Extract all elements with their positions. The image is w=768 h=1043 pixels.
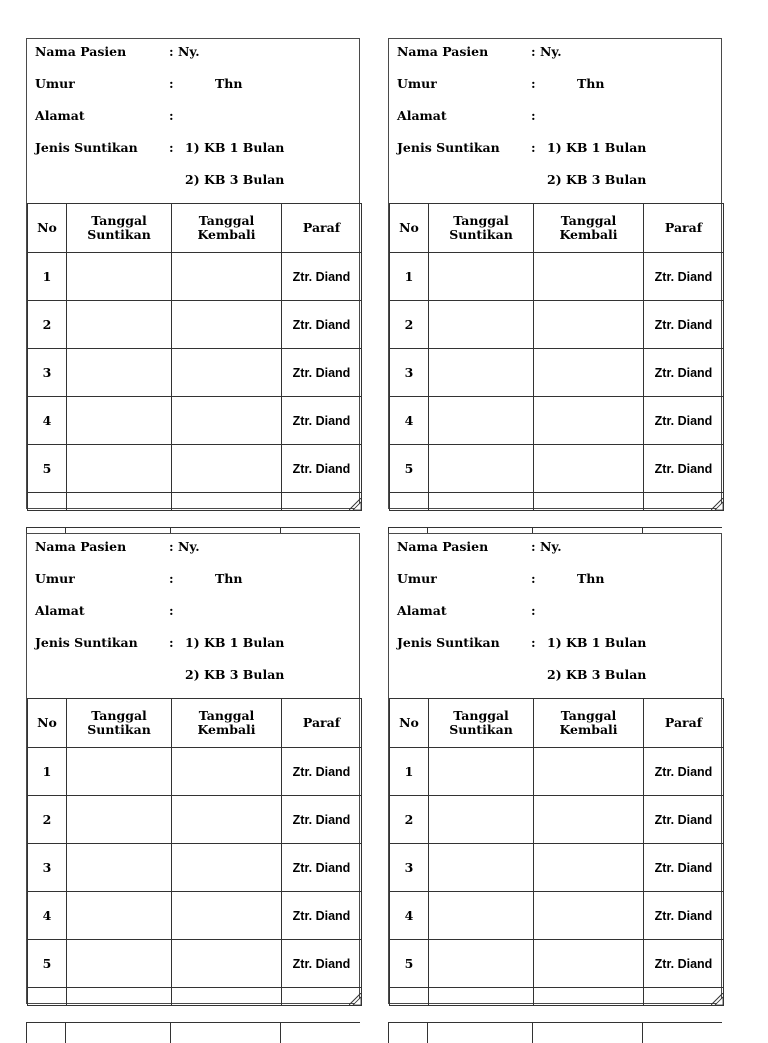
row-paraf: Ztr. Diand [282, 349, 362, 397]
table-row [28, 253, 362, 301]
col-paraf: Paraf [282, 204, 362, 253]
row-no: 4 [28, 397, 67, 445]
nama-label: Nama Pasien [397, 44, 489, 59]
umur-label: Umur [35, 571, 75, 586]
injection-table-wrap [27, 203, 361, 511]
alamat-colon: : [531, 108, 536, 123]
row-tanggal-suntikan[interactable] [429, 301, 534, 349]
col-tanggal-suntikan-line2: Suntikan [87, 227, 151, 242]
alamat-colon: : [531, 603, 536, 618]
jenis-option-2: 2) KB 3 Bulan [547, 667, 647, 682]
table-row-blank [390, 493, 724, 511]
row-tanggal-suntikan[interactable] [67, 445, 172, 493]
col-tanggal-kembali-line1: Tanggal [560, 708, 617, 723]
table-row [390, 301, 724, 349]
row-tanggal-suntikan[interactable] [67, 796, 172, 844]
nama-value: : Ny. [531, 539, 562, 554]
row-paraf: Ztr. Diand [644, 940, 724, 988]
row-paraf: Ztr. Diand [644, 796, 724, 844]
umur-label: Umur [397, 571, 437, 586]
row-tanggal-kembali[interactable] [172, 940, 282, 988]
row-no: 4 [390, 892, 429, 940]
row-no: 3 [390, 844, 429, 892]
jenis-option-1: 1) KB 1 Bulan [185, 140, 285, 155]
umur-unit: Thn [577, 571, 605, 586]
table-row-blank [390, 988, 724, 1006]
alamat-colon: : [169, 108, 174, 123]
row-tanggal-kembali[interactable] [172, 796, 282, 844]
row-tanggal-suntikan[interactable] [67, 253, 172, 301]
alamat-colon: : [169, 603, 174, 618]
row-no: 2 [390, 301, 429, 349]
col-tanggal-suntikan-line1: Tanggal [453, 708, 509, 723]
page-curl-icon [711, 498, 723, 510]
jenis-option-2: 2) KB 3 Bulan [547, 172, 647, 187]
umur-unit: Thn [577, 76, 605, 91]
col-paraf: Paraf [644, 204, 724, 253]
row-tanggal-kembali[interactable] [172, 748, 282, 796]
injection-table [389, 698, 724, 1006]
row-paraf: Ztr. Diand [644, 748, 724, 796]
nama-value: : Ny. [531, 44, 562, 59]
jenis-colon: : [531, 140, 536, 155]
col-no: No [390, 699, 429, 748]
injection-table-wrap [27, 698, 361, 1006]
umur-colon: : [169, 76, 174, 91]
jenis-colon: : [531, 635, 536, 650]
row-no: 4 [28, 892, 67, 940]
table-row [390, 940, 724, 988]
page-curl-icon [349, 498, 361, 510]
row-tanggal-suntikan[interactable] [429, 748, 534, 796]
col-no: No [28, 204, 67, 253]
col-tanggal-suntikan [429, 699, 534, 748]
table-row [28, 892, 362, 940]
jenis-colon: : [169, 635, 174, 650]
row-tanggal-suntikan[interactable] [67, 349, 172, 397]
row-paraf: Ztr. Diand [282, 301, 362, 349]
col-tanggal-suntikan [67, 204, 172, 253]
row-no: 5 [390, 940, 429, 988]
row-tanggal-kembali[interactable] [172, 844, 282, 892]
col-tanggal-kembali-line2: Kembali [559, 227, 618, 242]
row-tanggal-suntikan[interactable] [67, 892, 172, 940]
umur-colon: : [531, 76, 536, 91]
jenis-option-1: 1) KB 1 Bulan [547, 140, 647, 155]
table-header-row [28, 204, 362, 253]
row-paraf: Ztr. Diand [282, 940, 362, 988]
row-paraf: Ztr. Diand [644, 445, 724, 493]
table-row [390, 397, 724, 445]
row-no: 5 [28, 940, 67, 988]
umur-label: Umur [397, 76, 437, 91]
col-tanggal-suntikan-line2: Suntikan [87, 722, 151, 737]
row-tanggal-kembali[interactable] [534, 748, 644, 796]
injection-table-wrap [389, 698, 723, 1006]
nama-label: Nama Pasien [35, 539, 127, 554]
row-tanggal-kembali[interactable] [534, 349, 644, 397]
injection-table-wrap [389, 203, 723, 511]
table-continuation-strip [26, 1022, 360, 1043]
row-paraf: Ztr. Diand [282, 253, 362, 301]
row-tanggal-suntikan[interactable] [67, 397, 172, 445]
row-tanggal-suntikan[interactable] [67, 844, 172, 892]
umur-unit: Thn [215, 571, 243, 586]
injection-table [389, 203, 724, 511]
table-row-blank [28, 988, 362, 1006]
row-tanggal-suntikan[interactable] [67, 301, 172, 349]
row-tanggal-kembali[interactable] [172, 253, 282, 301]
row-no: 1 [390, 253, 429, 301]
nama-value: : Ny. [169, 539, 200, 554]
table-row [390, 445, 724, 493]
row-paraf: Ztr. Diand [644, 301, 724, 349]
nama-label: Nama Pasien [35, 44, 127, 59]
row-no: 5 [390, 445, 429, 493]
row-no: 2 [28, 301, 67, 349]
col-no: No [390, 204, 429, 253]
row-tanggal-kembali[interactable] [534, 844, 644, 892]
table-row [28, 748, 362, 796]
row-no: 4 [390, 397, 429, 445]
row-paraf: Ztr. Diand [282, 445, 362, 493]
row-tanggal-suntikan[interactable] [429, 844, 534, 892]
table-row [390, 796, 724, 844]
table-row-blank [28, 493, 362, 511]
row-paraf: Ztr. Diand [282, 748, 362, 796]
jenis-label: Jenis Suntikan [397, 635, 500, 650]
jenis-option-1: 1) KB 1 Bulan [547, 635, 647, 650]
alamat-label: Alamat [35, 603, 85, 618]
col-tanggal-kembali-line1: Tanggal [198, 708, 255, 723]
kb-injection-card [388, 533, 722, 1004]
row-tanggal-suntikan[interactable] [429, 445, 534, 493]
row-tanggal-kembali[interactable] [172, 892, 282, 940]
row-no: 1 [28, 748, 67, 796]
col-tanggal-suntikan [429, 204, 534, 253]
row-paraf: Ztr. Diand [644, 349, 724, 397]
table-row [390, 892, 724, 940]
table-row [28, 445, 362, 493]
table-header-row [28, 699, 362, 748]
nama-label: Nama Pasien [397, 539, 489, 554]
page-curl-icon [349, 993, 361, 1005]
umur-colon: : [531, 571, 536, 586]
table-row [390, 253, 724, 301]
row-tanggal-kembali[interactable] [534, 253, 644, 301]
alamat-label: Alamat [397, 108, 447, 123]
row-paraf: Ztr. Diand [644, 253, 724, 301]
row-paraf: Ztr. Diand [282, 397, 362, 445]
table-row [28, 844, 362, 892]
row-tanggal-suntikan[interactable] [429, 253, 534, 301]
row-no: 3 [28, 844, 67, 892]
col-tanggal-kembali [534, 699, 644, 748]
row-tanggal-suntikan[interactable] [429, 940, 534, 988]
kb-injection-card [26, 38, 360, 509]
row-tanggal-kembali[interactable] [172, 301, 282, 349]
col-tanggal-suntikan-line2: Suntikan [449, 227, 513, 242]
row-tanggal-suntikan[interactable] [429, 796, 534, 844]
row-no: 2 [28, 796, 67, 844]
row-tanggal-kembali[interactable] [534, 940, 644, 988]
page-curl-icon [711, 993, 723, 1005]
col-no: No [28, 699, 67, 748]
row-no: 5 [28, 445, 67, 493]
jenis-option-2: 2) KB 3 Bulan [185, 667, 285, 682]
col-tanggal-kembali-line1: Tanggal [198, 213, 255, 228]
table-row [390, 844, 724, 892]
kb-injection-card [26, 533, 360, 1004]
alamat-label: Alamat [397, 603, 447, 618]
col-tanggal-suntikan [67, 699, 172, 748]
row-tanggal-suntikan[interactable] [67, 748, 172, 796]
col-tanggal-kembali [172, 204, 282, 253]
row-tanggal-suntikan[interactable] [429, 397, 534, 445]
table-row [390, 349, 724, 397]
jenis-colon: : [169, 140, 174, 155]
row-tanggal-kembali[interactable] [172, 445, 282, 493]
col-tanggal-kembali [172, 699, 282, 748]
table-header-row [390, 699, 724, 748]
row-tanggal-kembali[interactable] [534, 796, 644, 844]
col-tanggal-suntikan-line1: Tanggal [91, 708, 147, 723]
alamat-label: Alamat [35, 108, 85, 123]
row-tanggal-kembali[interactable] [534, 892, 644, 940]
jenis-option-1: 1) KB 1 Bulan [185, 635, 285, 650]
row-paraf: Ztr. Diand [282, 892, 362, 940]
row-tanggal-kembali[interactable] [534, 301, 644, 349]
col-tanggal-kembali-line2: Kembali [197, 722, 256, 737]
row-no: 1 [28, 253, 67, 301]
row-tanggal-suntikan[interactable] [429, 349, 534, 397]
col-tanggal-suntikan-line1: Tanggal [91, 213, 147, 228]
row-tanggal-kembali[interactable] [534, 397, 644, 445]
jenis-label: Jenis Suntikan [35, 635, 138, 650]
col-tanggal-kembali-line2: Kembali [559, 722, 618, 737]
row-paraf: Ztr. Diand [282, 844, 362, 892]
injection-table [27, 203, 362, 511]
row-tanggal-suntikan[interactable] [67, 940, 172, 988]
jenis-label: Jenis Suntikan [35, 140, 138, 155]
row-paraf: Ztr. Diand [644, 892, 724, 940]
umur-unit: Thn [215, 76, 243, 91]
row-paraf: Ztr. Diand [644, 844, 724, 892]
row-no: 1 [390, 748, 429, 796]
kb-injection-card [388, 38, 722, 509]
table-continuation-strip [388, 1022, 722, 1043]
row-no: 3 [28, 349, 67, 397]
table-row [28, 397, 362, 445]
row-no: 2 [390, 796, 429, 844]
col-tanggal-kembali-line2: Kembali [197, 227, 256, 242]
umur-label: Umur [35, 76, 75, 91]
row-no: 3 [390, 349, 429, 397]
col-tanggal-suntikan-line2: Suntikan [449, 722, 513, 737]
jenis-label: Jenis Suntikan [397, 140, 500, 155]
jenis-option-2: 2) KB 3 Bulan [185, 172, 285, 187]
injection-table [27, 698, 362, 1006]
col-tanggal-suntikan-line1: Tanggal [453, 213, 509, 228]
umur-colon: : [169, 571, 174, 586]
row-paraf: Ztr. Diand [282, 796, 362, 844]
row-tanggal-kembali[interactable] [534, 445, 644, 493]
row-tanggal-kembali[interactable] [172, 397, 282, 445]
table-row [390, 748, 724, 796]
row-paraf: Ztr. Diand [644, 397, 724, 445]
table-row [28, 940, 362, 988]
nama-value: : Ny. [169, 44, 200, 59]
col-paraf: Paraf [644, 699, 724, 748]
table-row [28, 301, 362, 349]
table-row [28, 796, 362, 844]
table-row [28, 349, 362, 397]
col-paraf: Paraf [282, 699, 362, 748]
col-tanggal-kembali-line1: Tanggal [560, 213, 617, 228]
row-tanggal-kembali[interactable] [172, 349, 282, 397]
col-tanggal-kembali [534, 204, 644, 253]
row-tanggal-suntikan[interactable] [429, 892, 534, 940]
table-header-row [390, 204, 724, 253]
